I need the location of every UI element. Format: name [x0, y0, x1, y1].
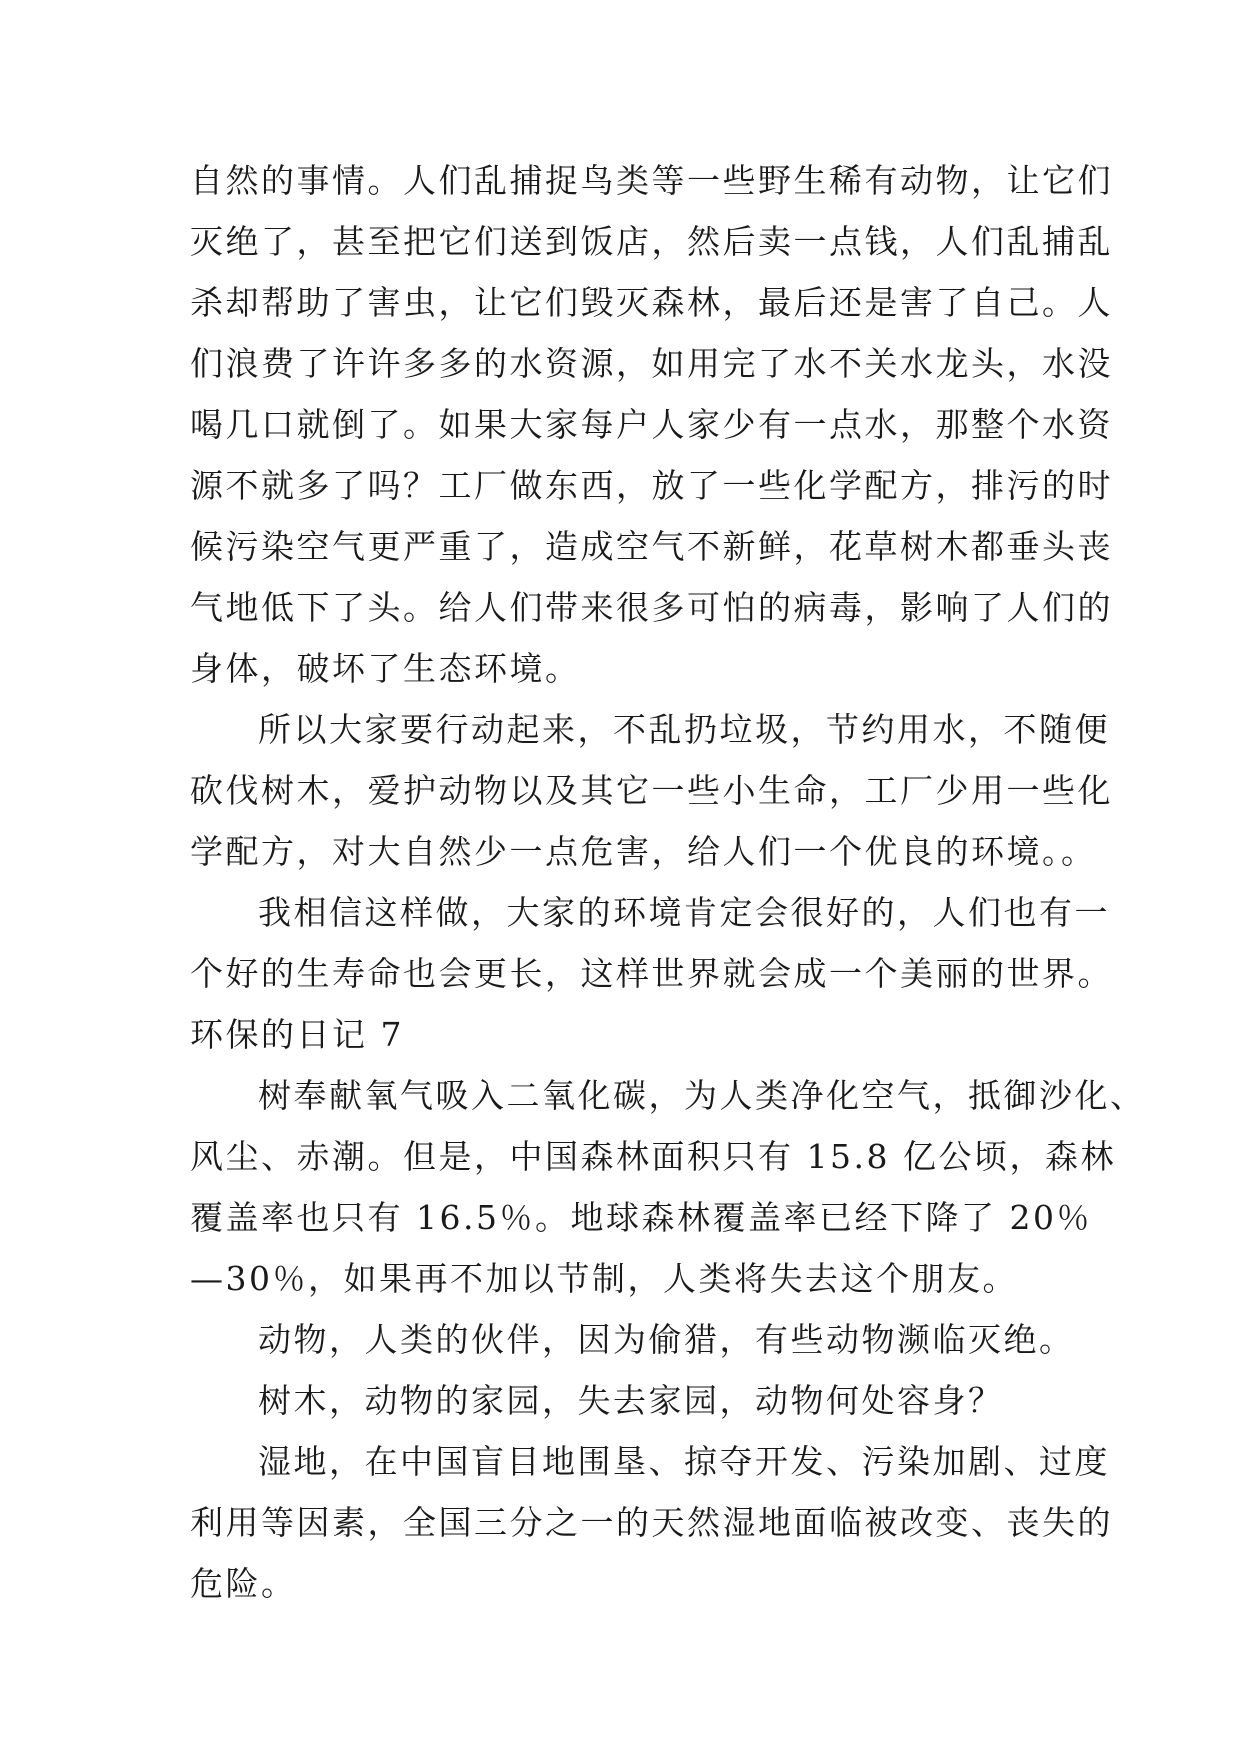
paragraph-first-line: 动物，人类的伙伴，因为偷猎，有些动物濒临灭绝。: [258, 1320, 1075, 1359]
text-line: 灭绝了，甚至把它们送到饭店，然后卖一点钱，人们乱捕乱: [190, 222, 1113, 261]
text-line: 学配方，对大自然少一点危害，给人们一个优良的环境。。: [190, 832, 1097, 871]
text-line: 身体，破坏了生态环境。: [190, 649, 581, 688]
text-line: 利用等因素，全国三分之一的天然湿地面临被改变、丧失的: [190, 1503, 1113, 1542]
paragraph-first-line: 树木，动物的家园，失去家园，动物何处容身？: [258, 1381, 1004, 1420]
section-heading: 环保的日记 7: [190, 1015, 404, 1054]
text-line: 气地低下了头。给人们带来很多可怕的病毒，影响了人们的: [190, 588, 1113, 627]
paragraph-first-line: 我相信这样做，大家的环境肯定会很好的，人们也有一: [258, 893, 1110, 932]
document-body: [190, 150, 1146, 1614]
text-line: 风尘、赤潮。但是，中国森林面积只有 15.8 亿公顷，森林: [190, 1137, 1116, 1176]
text-line: 喝几口就倒了。如果大家每户人家少有一点水，那整个水资: [190, 405, 1113, 444]
paragraph-first-line: 湿地，在中国盲目地围垦、掠夺开发、污染加剧、过度: [258, 1442, 1110, 1481]
text-line: 危险。: [190, 1564, 297, 1603]
text-line: 杀却帮助了害虫，让它们毁灭森林，最后还是害了自己。人: [190, 283, 1113, 322]
text-line: 覆盖率也只有 16.5％。地球森林覆盖率已经下降了 20％: [190, 1198, 1092, 1237]
text-line: 自然的事情。人们乱捕捉鸟类等一些野生稀有动物，让它们: [190, 161, 1113, 200]
paragraph-first-line: 所以大家要行动起来，不乱扔垃圾，节约用水，不随便: [258, 710, 1110, 749]
text-line: 候污染空气更严重了，造成空气不新鲜，花草树木都垂头丧: [190, 527, 1113, 566]
text-line: 个好的生寿命也会更长，这样世界就会成一个美丽的世界。: [190, 954, 1113, 993]
paragraph-first-line: 树奉献氧气吸入二氧化碳，为人类净化空气，抵御沙化、: [258, 1076, 1146, 1115]
text-line: 们浪费了许许多多的水资源，如用完了水不关水龙头，水没: [190, 344, 1113, 383]
text-line: 源不就多了吗？工厂做东西，放了一些化学配方，排污的时: [190, 466, 1113, 505]
text-line: —30％，如果再不加以节制，人类将失去这个朋友。: [190, 1259, 1018, 1298]
text-line: 砍伐树木，爱护动物以及其它一些小生命，工厂少用一些化: [190, 771, 1113, 810]
